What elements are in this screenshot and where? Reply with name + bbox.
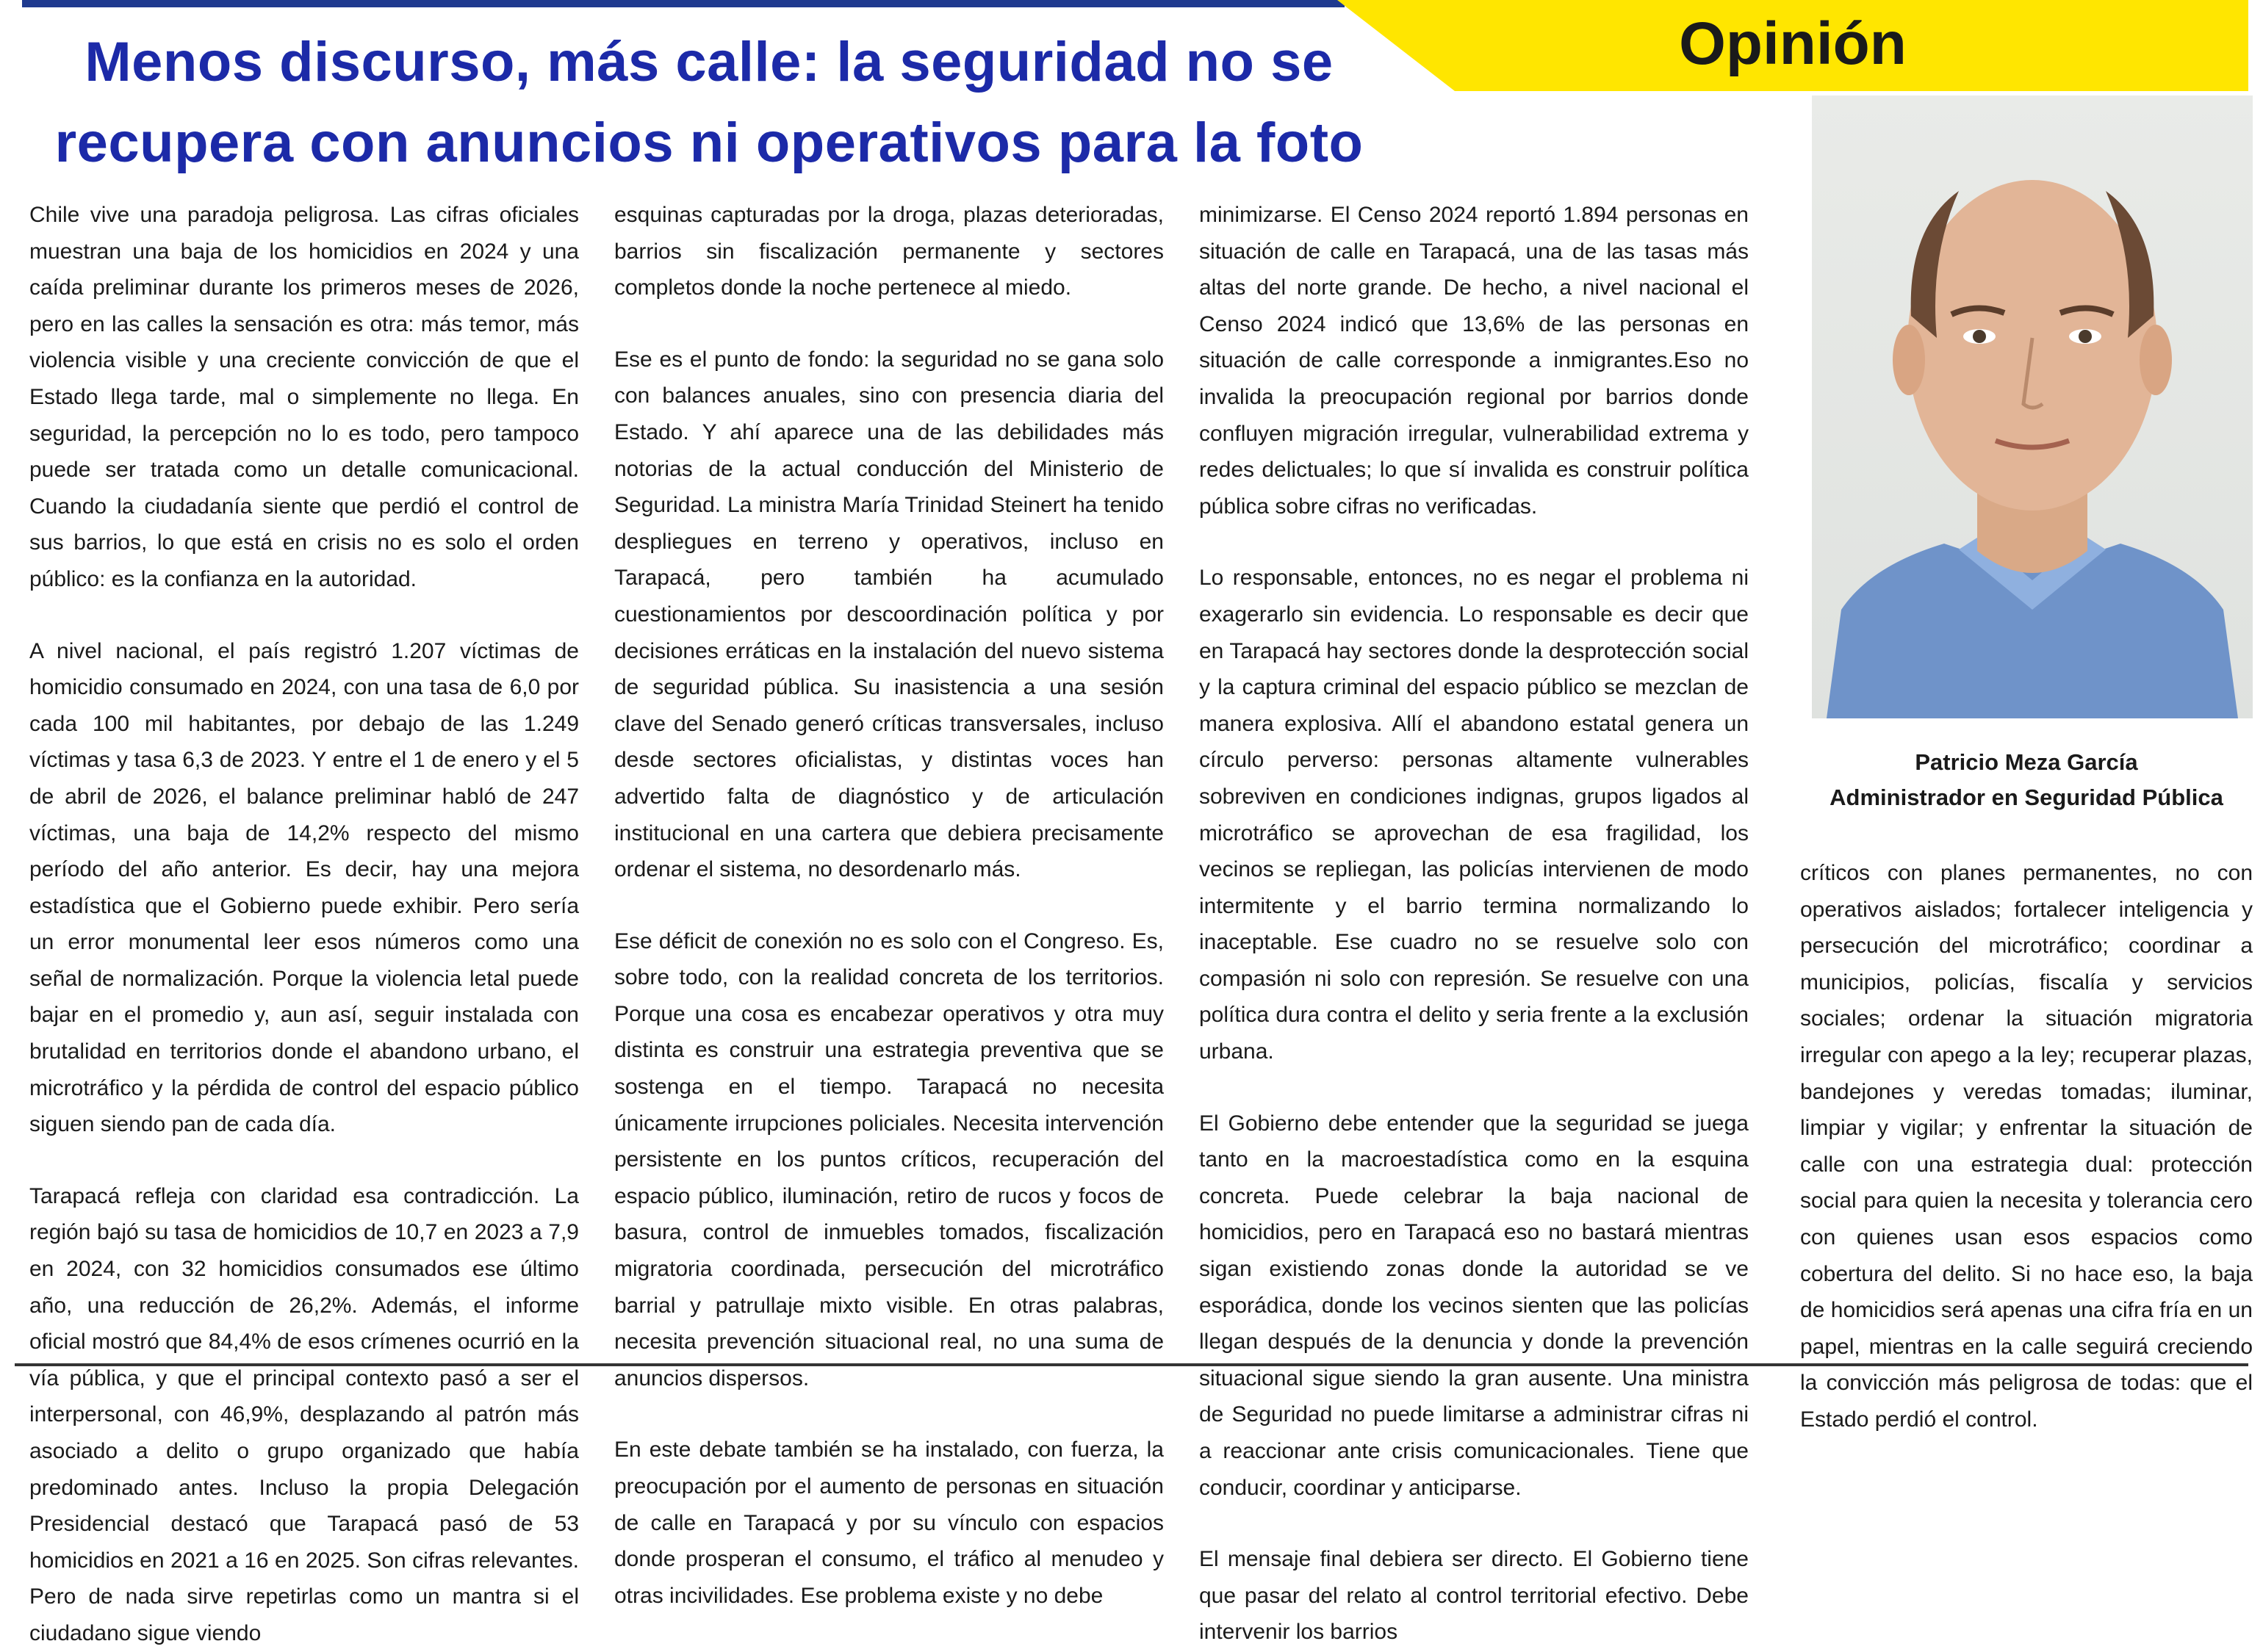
author-name: Patricio Meza García [1915,749,2138,775]
section-label: Opinión [1679,10,1907,77]
author-photo [1812,95,2253,718]
paragraph: Tarapacá refleja con claridad esa contradicción. La región bajó su tasa de homicidios de 10,7 en 2023 a 7,9 en 2024, con 32 homicidios consumados ese último año, una reducción de 26,2%. Además, el informe oficial mostró que 84,4% de esos crímenes ocurrió en la vía pública, y que el principal contexto pasó a ser el interpersonal, con 46,9%, desplazando al patrón más asociado a delito o grupo organizado que había predominado antes. Incluso la propia Delegación Presidencial destacó que Tarapacá pasó de 53 homicidios en 2021 a 16 en 2025. Son cifras relevantes. Pero de nada sirve repetirlas como un mantra si el ciudadano sigue viendo [29,1183,579,1645]
paragraph: Ese es el punto de fondo: la seguridad no se gana solo con balances anuales, sino con presencia diaria del Estado. Y ahí aparece una de las debilidades más notorias de la actual conducción del Ministerio de Seguridad. La ministra María Trinidad Steinert ha tenido despliegues en terreno y operativos, incluso en Tarapacá, pero también ha acumulado cuestionamientos por descoordinación política y por decisiones erráticas en la instalación del nuevo sistema de seguridad pública. Su inasistencia a una sesión clave del Senado generó críticas transversales, incluso desde sectores oficialistas, y distintas voces han advertido falta de diagnóstico y de articulación institucional en una cartera que debiera precisamente ordenar el sistema, no desordenarlo más. [614,347,1164,882]
headline: Menos discurso, más calle: la seguridad no se recupera con anuncios ni operativos para la foto [54,31,1364,174]
paragraph: El mensaje final debiera ser directo. El Gobierno tiene que pasar del relato al control territorial efectivo. Debe intervenir los barrios [1199,1547,1749,1645]
article-column-3 [1199,197,1749,1645]
paragraph: El Gobierno debe entender que la seguridad se juega tanto en la macroestadística como en la esquina concreta. Puede celebrar la baja nacional de homicidios, pero en Tarapacá eso no bastará mientras sigan existiendo zonas donde la autoridad se ve esporádica, donde los vecinos sienten que las policías llegan después de la denuncia y donde la prevención situacional sigue siendo la gran ausente. Una ministra de Seguridad no puede limitarse a administrar cifras ni a reaccionar ante crisis comunicacionales. Tiene que conducir, coordinar y anticiparse. [1199,1111,1749,1500]
bottom-rule [15,1363,2248,1366]
paragraph: A nivel nacional, el país registró 1.207 víctimas de homicidio consumado en 2024, con una tasa de 6,0 por cada 100 mil habitantes, por debajo de las 1.249 víctimas y tasa 6,3 de 2023. Y entre el 1 de enero y el 5 de abril de 2026, el balance preliminar habló de 247 víctimas, una baja de 14,2% respecto del mismo período del año anterior. Es decir, hay una mejora estadística que el Gobierno puede exhibir. Pero sería un error monumental leer esos números como una señal de normalización. Porque la violencia letal puede bajar en el promedio y, aun así, seguir instalada con brutalidad en territorios donde el abandono urbano, el microtráfico y la pérdida de control del espacio público siguen siendo pan de cada día. [29,638,579,1137]
paragraph: minimizarse. El Censo 2024 reportó 1.894 personas en situación de calle en Tarapacá, una de las tasas más altas del norte grande. De hecho, a nivel nacional el Censo 2024 indicó que 13,6% de las personas en situación de calle corresponde a inmigrantes.Eso no invalida la preocupación regional por barrios donde confluyen migración irregular, vulnerabilidad extrema y redes delictuales; lo que sí invalida es construir política pública sobre cifras no verificadas. [1199,203,1749,519]
paragraph: Ese déficit de conexión no es solo con el Congreso. Es, sobre todo, con la realidad concreta de los territorios. Porque una cosa es encabezar operativos y otra muy distinta es construir una estrategia preventiva que se sostenga en el tiempo. Tarapacá no necesita únicamente irrupciones policiales. Necesita intervención persistente en los puntos críticos, recuperación del espacio público, iluminación, retiro de rucos y focos de basura, control de inmuebles tomados, fiscalización migratoria coordinada, persecución del microtráfico barrial y patrullaje mixto visible. En otras palabras, necesita prevención situacional real, no una suma de anuncios dispersos. [614,928,1164,1391]
top-rule [22,0,1345,7]
paragraph: esquinas capturadas por la droga, plazas deterioradas, barrios sin fiscalización permanente y sectores completos donde la noche pertenece al miedo. [614,203,1164,300]
article-column-4 [1800,855,2253,1432]
paragraph: En este debate también se ha instalado, con fuerza, la preocupación por el aumento de personas en situación de calle en Tarapacá y por su vínculo con espacios donde prosperan el consumo, el tráfico al menudeo y otras incivilidades. Ese problema existe y no debe [614,1438,1164,1608]
article-column-2 [614,197,1164,1608]
article-column-1 [29,197,579,1645]
author-role: Administrador en Seguridad Pública [1830,784,2223,810]
author-portrait-illustration [1812,95,2253,718]
byline [1800,745,2253,815]
paragraph: Chile vive una paradoja peligrosa. Las cifras oficiales muestran una baja de los homicidios en 2024 y una caída preliminar durante los primeros meses de 2026, pero en las calles la sensación es otra: más temor, más violencia visible y una creciente convicción de que el Estado llega tarde, mal o simplemente no llega. En seguridad, la percepción no lo es todo, pero tampoco puede ser tratada como un detalle comunicacional. Cuando la ciudadanía siente que perdió el control de sus barrios, lo que está en crisis no es solo el orden público: es la confianza en la autoridad. [29,203,579,591]
paragraph: críticos con planes permanentes, no con operativos aislados; fortalecer inteligencia y persecución del microtráfico; coordinar a municipios, policías, fiscalía y servicios sociales; ordenar la situación migratoria irregular con apego a la ley; recuperar plazas, bandejones y veredas tomadas; iluminar, limpiar y vigilar; y enfrentar la situación de calle con una estrategia dual: protección social para quien la necesita y tolerancia cero con quienes usan esos espacios como cobertura del delito. Si no hace eso, la baja de homicidios será apenas una cifra fría en un papel, mientras en la calle seguirá creciendo la convicción más peligrosa de todas: que el Estado perdió el control. [1800,861,2253,1432]
paragraph: Lo responsable, entonces, no es negar el problema ni exagerarlo sin evidencia. Lo responsable es decir que en Tarapacá hay sectores donde la desprotección social y la captura criminal del espacio público se mezclan de manera explosiva. Allí el abandono estatal genera un círculo perverso: personas altamente vulnerables sobreviven en condiciones indignas, grupos ligados al microtráfico se aprovechan de esa fragilidad, los vecinos se repliegan, las policías intervienen de modo intermitente y el barrio termina normalizando lo inaceptable. Ese cuadro no se resuelve solo con compasión ni solo con represión. Se resuelve con una política dura contra el delito y seria frente a la exclusión urbana. [1199,566,1749,1064]
